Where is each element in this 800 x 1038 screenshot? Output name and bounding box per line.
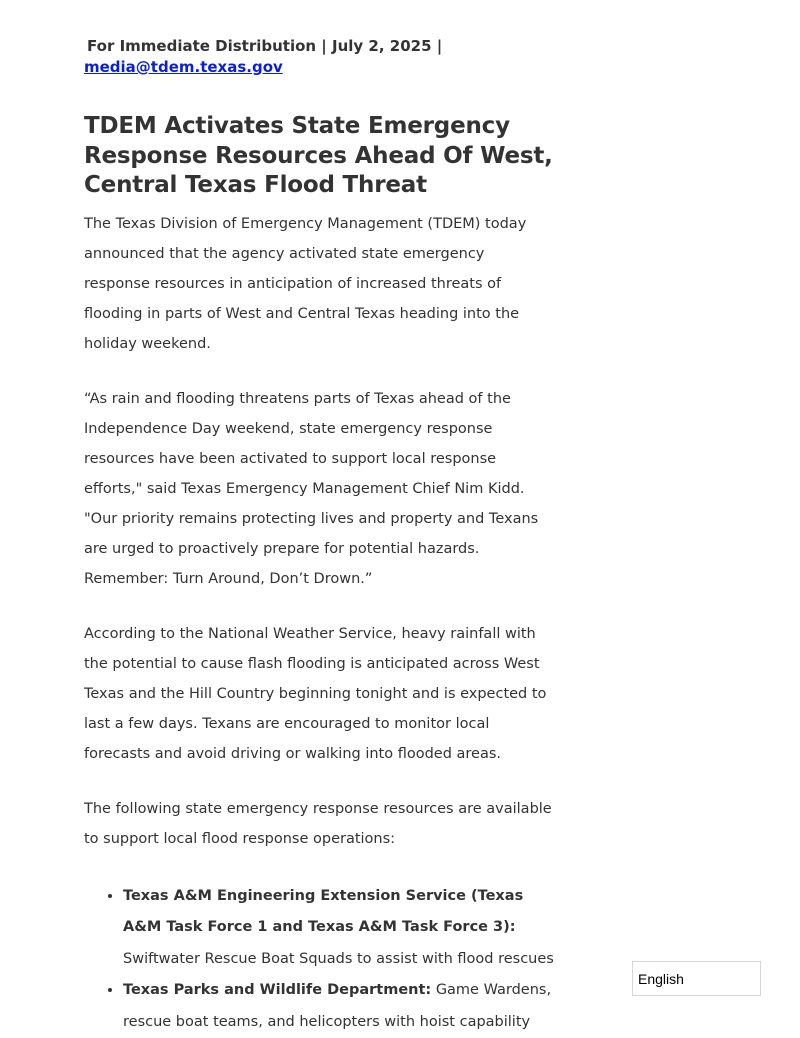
resource-detail: Swiftwater Rescue Boat Squads to assist with flood rescues	[123, 951, 554, 967]
dateline	[84, 36, 554, 78]
resource-agency: Texas A&M Engineering Extension Service (Texas A&M Task Force 1 and Texas A&M Task Force 3):	[123, 888, 523, 936]
resource-agency: Texas Parks and Wildlife Department:	[123, 982, 431, 998]
resources-list	[84, 881, 554, 1038]
paragraph-resources-intro: The following state emergency response resources are available to support local flood response operations:	[84, 794, 554, 854]
resource-detail: Game Wardens, rescue boat teams, and helicopters with hoist capability	[123, 982, 551, 1030]
language-select[interactable]	[632, 961, 761, 996]
dateline-text: For Immediate Distribution | July 2, 2025 |	[87, 37, 442, 55]
press-release	[84, 36, 554, 1038]
page-title: TDEM Activates State Emergency Response Resources Ahead Of West, Central Texas Flood Threat	[84, 112, 554, 201]
language-select-value: English	[638, 971, 684, 987]
paragraph-intro: The Texas Division of Emergency Management (TDEM) today announced that the agency activated state emergency response resources in anticipation of increased threats of flooding in parts of West and Central Texas heading into the holiday weekend.	[84, 209, 554, 359]
list-item	[123, 881, 554, 976]
media-email-link[interactable]: media@tdem.texas.gov	[84, 58, 283, 76]
list-item	[123, 975, 554, 1038]
paragraph-quote: “As rain and flooding threatens parts of Texas ahead of the Independence Day weekend, state emergency response resources have been activated to support local response efforts," said Texas Emergency Management Chief Nim Kidd. "Our priority remains protecting lives and property and Texans are urged to proactively prepare for potential hazards. Remember: Turn Around, Don’t Drown.”	[84, 384, 554, 594]
paragraph-forecast: According to the National Weather Service, heavy rainfall with the potential to cause flash flooding is anticipated across West Texas and the Hill Country beginning tonight and is expected to last a few days. Texans are encouraged to monitor local forecasts and avoid driving or walking into flooded areas.	[84, 619, 554, 769]
